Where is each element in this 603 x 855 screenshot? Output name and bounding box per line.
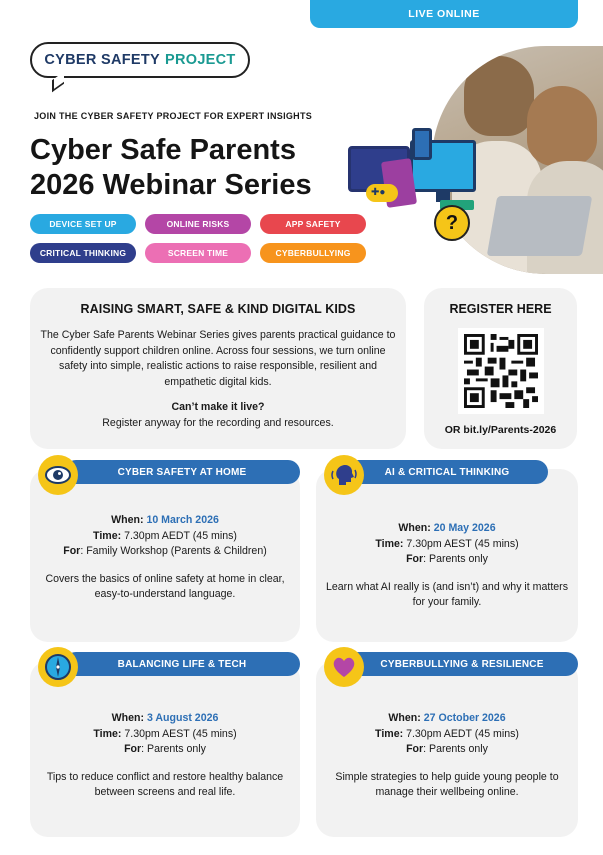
gamepad-icon: ✚● (366, 184, 398, 202)
session-date: 20 May 2026 (433, 522, 496, 534)
about-heading: RAISING SMART, SAFE & KIND DIGITAL KIDS (80, 302, 356, 316)
logo-part2: PROJECT (165, 52, 236, 68)
register-link[interactable]: OR bit.ly/Parents-2026 (444, 424, 557, 436)
qr-code-icon (464, 334, 538, 408)
tag-critical-thinking: CRITICAL THINKING (30, 243, 136, 263)
tag-cyberbullying: CYBERBULLYING (260, 243, 366, 263)
session-description: Tips to reduce conflict and restore healthy balance between screens and real life. (46, 770, 284, 798)
session-description: Learn what AI really is (and isn’t) and why it matters for your family. (326, 580, 568, 608)
session-card: When: 3 August 2026 Time: 7.30pm AEST (45 mins) For: Parents only Tips to reduce conflict and restore healthy balance between screens and real life. BALANCING LIFE & TECH (30, 647, 300, 837)
session-date: 3 August 2026 (146, 712, 219, 724)
session-audience: Family Workshop (Parents & Children) (86, 545, 267, 557)
eye-icon (38, 455, 78, 495)
phone-icon (412, 128, 432, 160)
session-card: When: 27 October 2026 Time: 7.30pm AEDT (45 mins) For: Parents only Simple strategies to help guide young people to manage their wellbeing online. CYBERBULLYING & RESILIENCE (316, 647, 578, 837)
session-title: BALANCING LIFE & TECH (64, 652, 300, 676)
session-time: 7.30pm AEDT (45 mins) (406, 727, 519, 740)
cant-make-it-live: Can’t make it live? (171, 401, 265, 413)
head-icon (324, 455, 364, 495)
tag-app-safety: APP SAFETY (260, 214, 366, 234)
heart-icon (324, 647, 364, 687)
session-description: Simple strategies to help guide young people to manage their wellbeing online. (335, 770, 559, 798)
page-title (30, 133, 312, 203)
session-description: Covers the basics of online safety at home in clear, easy-to-understand language. (45, 572, 285, 600)
session-audience: Parents only (429, 743, 488, 755)
title-line2: 2026 Webinar Series (30, 169, 312, 201)
session-title: AI & CRITICAL THINKING (346, 460, 548, 484)
tag-online-risks: ONLINE RISKS (145, 214, 251, 234)
session-card: When: 10 March 2026 Time: 7.30pm AEDT (45 mins) For: Family Workshop (Parents & Children) Covers the basics of online safety at home in clear, easy-to-understand language. CYBER SAFETY AT HOME (30, 455, 300, 642)
register-card (424, 288, 577, 449)
about-body: The Cyber Safe Parents Webinar Series gives parents practical guidance to confidently support children online. Across four sessions, we turn online safety into simple, realistic actions to raise responsible, resilient and empathetic digital kids. (40, 329, 396, 388)
tag-screen-time: SCREEN TIME (145, 243, 251, 263)
compass-icon (38, 647, 78, 687)
about-card (30, 288, 406, 449)
session-date: 10 March 2026 (146, 514, 219, 526)
question-bubble-icon: ? (434, 205, 470, 241)
qr-code[interactable] (458, 328, 544, 414)
session-title: CYBER SAFETY AT HOME (64, 460, 300, 484)
topic-tags (30, 214, 366, 263)
session-title: CYBERBULLYING & RESILIENCE (346, 652, 578, 676)
session-audience: Parents only (147, 743, 206, 755)
session-time: 7.30pm AEST (45 mins) (124, 727, 237, 740)
tag-device-set-up: DEVICE SET UP (30, 214, 136, 234)
session-time: 7.30pm AEST (45 mins) (406, 537, 519, 550)
session-time: 7.30pm AEDT (45 mins) (124, 529, 237, 542)
title-line1: Cyber Safe Parents (30, 134, 296, 166)
logo-part1: CYBER SAFETY (44, 52, 160, 68)
tagline: JOIN THE CYBER SAFETY PROJECT FOR EXPERT INSIGHTS (34, 111, 313, 121)
session-card: When: 20 May 2026 Time: 7.30pm AEST (45 mins) For: Parents only Learn what AI really is (and isn’t) and why it matters for your family. AI & CRITICAL THINKING (316, 455, 578, 642)
live-online-banner: LIVE ONLINE (310, 0, 578, 28)
register-anyway-text: Register anyway for the recording and resources. (102, 416, 334, 429)
session-audience: Parents only (429, 553, 488, 565)
session-date: 27 October 2026 (423, 712, 506, 724)
register-heading: REGISTER HERE (449, 302, 552, 316)
